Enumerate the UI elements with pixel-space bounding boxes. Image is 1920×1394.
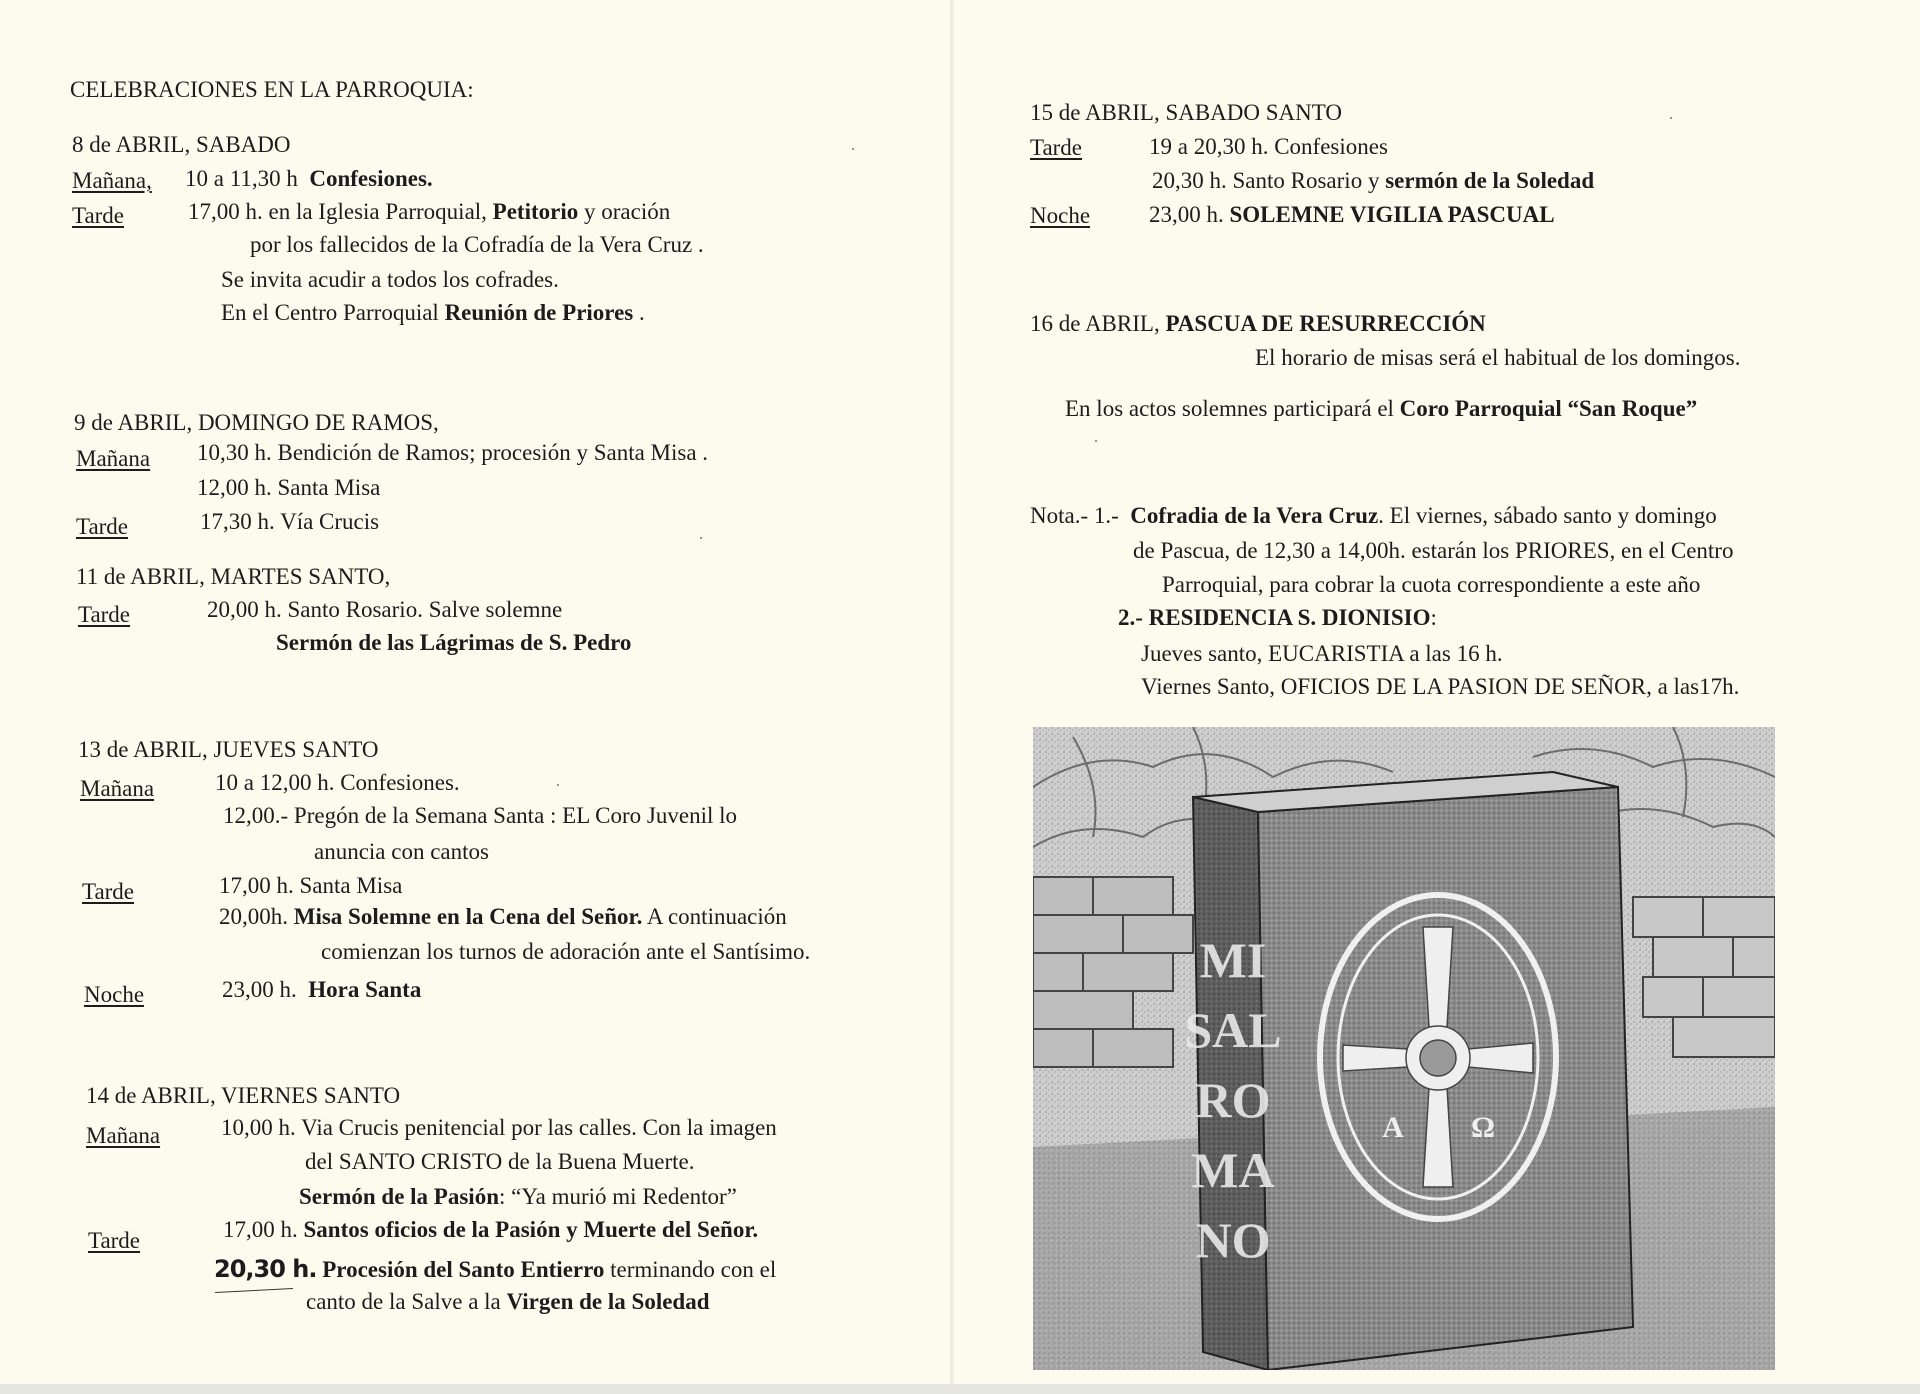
- schedule-line: 23,00 h. Hora Santa: [222, 977, 422, 1002]
- date-heading-apr15: 15 de ABRIL, SABADO SANTO: [1030, 100, 1343, 125]
- schedule-line: 17,00 h. en la Iglesia Parroquial, Petitorio y oración: [188, 199, 671, 224]
- scan-speck: [700, 537, 702, 539]
- label-afternoon: Tarde: [1030, 135, 1083, 160]
- schedule-line: 23,00 h. SOLEMNE VIGILIA PASCUAL: [1149, 202, 1555, 227]
- sermon-title: Sermón de las Lágrimas de S. Pedro: [276, 630, 632, 655]
- date-heading-apr16: 16 de ABRIL, PASCUA DE RESURRECCIÓN: [1030, 311, 1486, 336]
- schedule-line: El horario de misas será el habitual de los domingos.: [1255, 345, 1741, 370]
- date-heading-apr11: 11 de ABRIL, MARTES SANTO,: [76, 564, 391, 589]
- alpha-letter: A: [1382, 1111, 1404, 1144]
- scan-speck: [557, 784, 559, 786]
- schedule-line: 17,30 h. Vía Crucis: [200, 509, 380, 534]
- schedule-line: 20,30 h. Procesión del Santo Entierro terminando con el: [214, 1255, 777, 1283]
- book-title-line: NO: [1195, 1212, 1271, 1268]
- label-afternoon: Tarde: [72, 203, 125, 228]
- schedule-line: 10,30 h. Bendición de Ramos; procesión y Santa Misa .: [197, 440, 709, 465]
- schedule-line: 17,00 h. Santa Misa: [219, 873, 403, 898]
- label-morning: Mañana,: [72, 168, 152, 193]
- date-heading-apr9: 9 de ABRIL, DOMINGO DE RAMOS,: [74, 410, 439, 435]
- schedule-line: Se invita acudir a todos los cofrades.: [221, 267, 559, 292]
- label-afternoon: Tarde: [78, 602, 131, 627]
- schedule-line: 19 a 20,30 h. Confesiones: [1149, 134, 1388, 159]
- page-heading: CELEBRACIONES EN LA PARROQUIA:: [70, 77, 474, 102]
- book-title-line: RO: [1195, 1072, 1271, 1128]
- book-title-line: MA: [1191, 1142, 1275, 1198]
- label-morning: Mañana: [76, 446, 151, 471]
- schedule-line: 12,00.- Pregón de la Semana Santa : EL Coro Juvenil lo: [223, 803, 737, 828]
- date-heading-apr14: 14 de ABRIL, VIERNES SANTO: [86, 1083, 401, 1108]
- schedule-line: del SANTO CRISTO de la Buena Muerte.: [305, 1149, 695, 1174]
- schedule-line: En el Centro Parroquial Reunión de Priores .: [221, 300, 645, 325]
- schedule-line: por los fallecidos de la Cofradía de la Vera Cruz .: [250, 232, 704, 257]
- choir-line: En los actos solemnes participará el Coro Parroquial “San Roque”: [1065, 396, 1698, 421]
- schedule-line: 20,00h. Misa Solemne en la Cena del Señor. A continuación: [219, 904, 787, 929]
- handwritten-time: 20,30 h.: [214, 1255, 317, 1283]
- scan-bottom-edge: [0, 1384, 1920, 1394]
- label-afternoon: Tarde: [88, 1228, 141, 1253]
- note-2: 2.- RESIDENCIA S. DIONISIO:: [1118, 605, 1437, 630]
- schedule-line: 10,00 h. Via Crucis penitencial por las calles. Con la imagen: [221, 1115, 777, 1140]
- schedule-line: canto de la Salve a la Virgen de la Soledad: [306, 1289, 710, 1314]
- schedule-line: 20,30 h. Santo Rosario y sermón de la Soledad: [1152, 168, 1595, 193]
- note-1: Nota.- 1.- Cofradia de la Vera Cruz. El viernes, sábado santo y domingo: [1030, 503, 1717, 528]
- schedule-line: anuncia con cantos: [314, 839, 489, 864]
- sermon-line: Sermón de la Pasión: “Ya murió mi Redentor”: [299, 1184, 737, 1209]
- label-afternoon: Tarde: [76, 514, 129, 539]
- note-line: Viernes Santo, OFICIOS DE LA PASION DE SEÑOR, a las17h.: [1141, 674, 1740, 699]
- label-afternoon: Tarde: [82, 879, 135, 904]
- label-morning: Mañana: [80, 776, 155, 801]
- book-title-line: MI: [1199, 932, 1267, 988]
- book-title-line: SAL: [1184, 1002, 1282, 1058]
- scan-speck: [852, 148, 854, 150]
- schedule-line: comienzan los turnos de adoración ante el Santísimo.: [321, 939, 811, 964]
- note-line: Parroquial, para cobrar la cuota correspondiente a este año: [1162, 572, 1701, 597]
- omega-letter: Ω: [1470, 1111, 1496, 1144]
- date-heading-apr8: 8 de ABRIL, SABADO: [72, 132, 291, 157]
- scan-speck: [1670, 117, 1672, 119]
- scan-speck: [1095, 440, 1097, 442]
- schedule-line: 12,00 h. Santa Misa: [197, 475, 381, 500]
- note-line: de Pascua, de 12,30 a 14,00h. estarán los PRIORES, en el Centro: [1133, 538, 1734, 563]
- label-morning: Mañana: [86, 1123, 161, 1148]
- date-heading-apr13: 13 de ABRIL, JUEVES SANTO: [78, 737, 379, 762]
- schedule-line: 10 a 11,30 h Confesiones.: [185, 166, 433, 191]
- label-night: Noche: [84, 982, 145, 1007]
- schedule-line: 17,00 h. Santos oficios de la Pasión y Muerte del Señor.: [223, 1217, 759, 1242]
- label-night: Noche: [1030, 203, 1091, 228]
- schedule-line: 20,00 h. Santo Rosario. Salve solemne: [207, 597, 563, 622]
- note-line: Jueves santo, EUCARISTIA a las 16 h.: [1141, 641, 1503, 666]
- schedule-line: 10 a 12,00 h. Confesiones.: [215, 770, 460, 795]
- missal-book-illustration: [1033, 727, 1775, 1370]
